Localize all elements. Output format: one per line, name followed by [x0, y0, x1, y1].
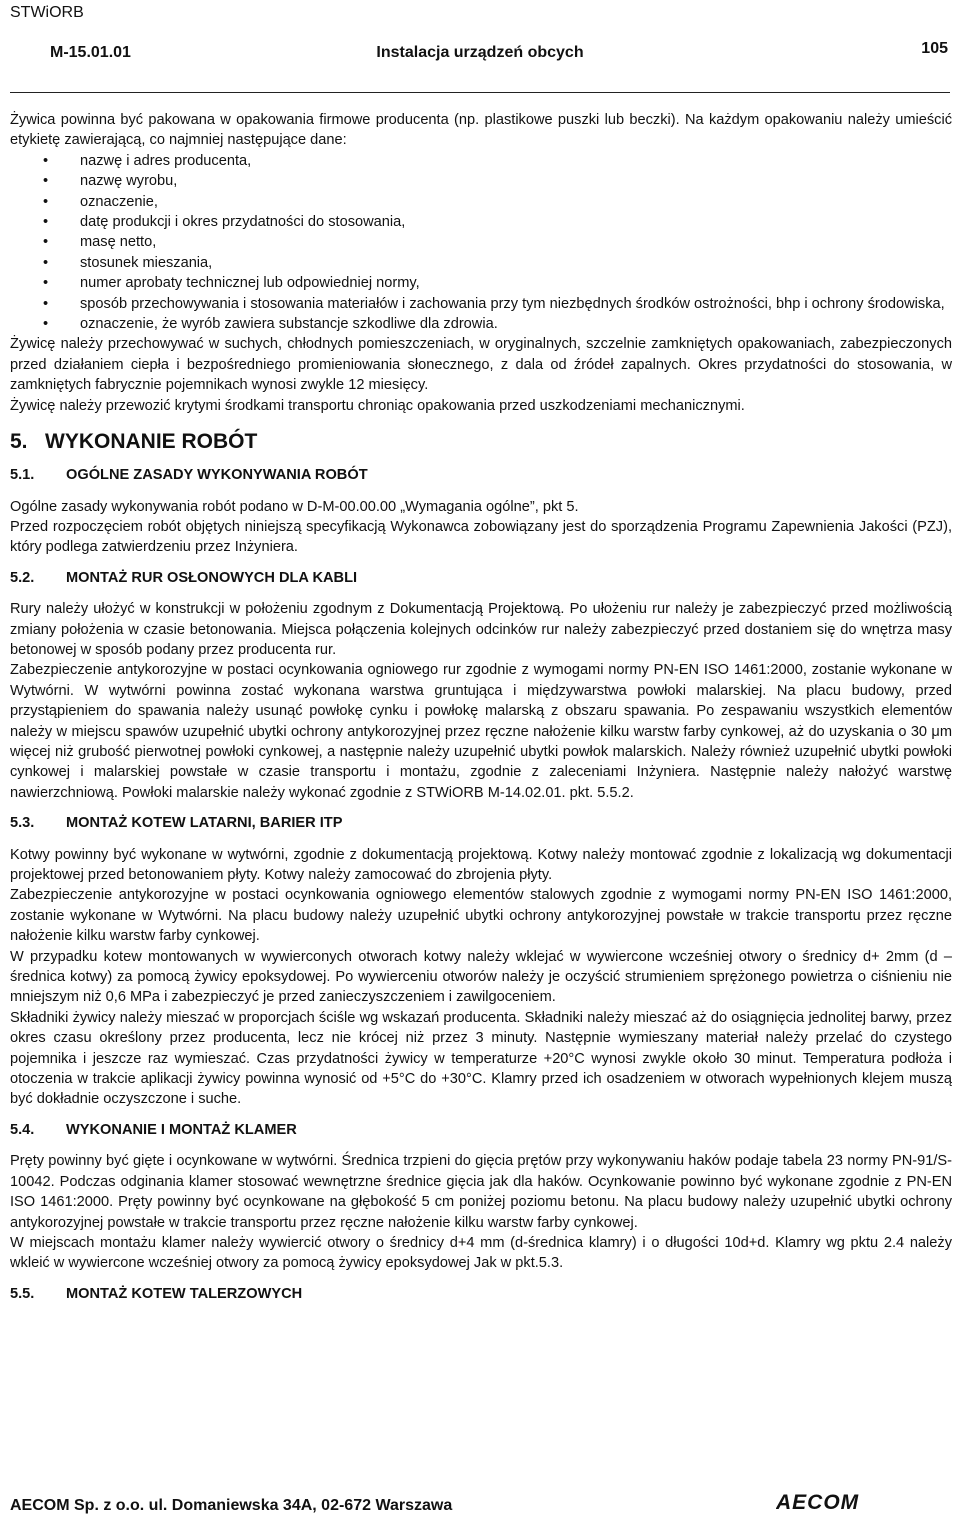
paragraph: W miejscach montażu klamer należy wywiercić otwory o średnicy d+4 mm (d-średnica klamry) i o długości 10d+d. Klamry wg pktu 2.4 należy wkleić w wywiercone wcześniej otwory za pomocą żywicy epoksydowej Jak w pkt.5.3.	[10, 1234, 952, 1272]
paragraph: Rury należy ułożyć w konstrukcji w położeniu zgodnym z Dokumentacją Projektową. Po ułożeniu rur należy je zabezpieczyć przed możliwością zmiany położenia w czasie betonowania. Miejsca połączenia kolejnych odcinków rur należy zabezpieczyć przed dostaniem się do wnętrza masy betonowej w sposób podany przez producenta rur.	[10, 601, 952, 658]
subsection-heading	[10, 813, 952, 833]
paragraph: Zabezpieczenie antykorozyjne w postaci ocynkowania ogniowego rur zgodnie z wymogami normy PN-EN ISO 1461:2000, zostanie wykonane w Wytwórni. W wytwórni powinna zostać wykonana warstwa gruntująca i międzywarstwa powłoki malarskiej. Na placu budowy, przed przystąpieniem do spawania należy usunąć powłokę cynku i powłokę malarską z obszaru spawania. Po zespawaniu wszystkich elementów należy w miejscu spawów uzupełnić ubytki ochrony antykorozyjnej przez ręczne nałożenie kilku warstw farby cynkowej, aż do uzyskania o 30 μm więcej niż grubość pierwotnej powłoki cynkowej, a następnie należy uzupełnić ubytki powłok malarskich. Należy również uzupełnić ubytki powłoki cynkowej i malarskiej powstałe w czasie transportu i montażu, zgodnie z zaleceniami Inżyniera. Następnie należy nałożyć warstwę nawierzchniową. Powłoki malarskie należy wykonać zgodnie z STWiORB M-14.02.01. pkt. 5.5.2.	[10, 662, 952, 801]
paragraph: W przypadku kotew montowanych w wywierconych otworach kotwy należy wklejać w wywiercone wcześniej otwory o średnicy d+ 2mm (d – średnica kotwy) za pomocą żywicy epoksydowej. Po wywierceniu otworów należy je oczyścić strumieniem sprężonego powietrza o ciśnieniu nie mniejszym niż 0,6 MPa i zabezpieczyć je przed zanieczyszczeniem i zawilgoceniem.	[10, 948, 952, 1006]
subsection-number: 5.1.	[10, 467, 35, 484]
paragraph: Przed rozpoczęciem robót objętych niniejszą specyfikacją Wykonawca zobowiązany jest do sporządzenia Programu Zapewnienia Jakości (PZJ), który podlega zatwierdzeniu przez Inżyniera.	[10, 518, 952, 556]
section-heading: 5. WYKONANIE ROBÓT	[10, 430, 258, 454]
subsection-number: 5.3.	[10, 815, 35, 832]
subsection-number: 5.2.	[10, 569, 35, 586]
subsection-heading	[10, 1120, 952, 1140]
page-number: 105	[921, 40, 948, 57]
subsection-title: MONTAŻ KOTEW LATARNI, BARIER ITP	[66, 815, 343, 832]
label-data-list	[10, 151, 952, 335]
subsection-heading	[10, 1284, 952, 1304]
list-item: • stosunek mieszania,	[10, 253, 952, 273]
paragraph: Żywicę należy przewozić krytymi środkami transportu chroniąc opakowania przed uszkodzeniami mechanicznymi.	[10, 397, 745, 414]
subsection-title: OGÓLNE ZASADY WYKONYWANIA ROBÓT	[66, 467, 368, 484]
subsection-title: MONTAŻ KOTEW TALERZOWYCH	[66, 1285, 303, 1302]
subsection-number: 5.4.	[10, 1121, 35, 1138]
paragraph: Zabezpieczenie antykorozyjne w postaci ocynkowania ogniowego elementów stalowych zgodnie z wymogami normy PN-EN ISO 1461:2000, zostanie wykonane w Wytwórni. Na placu budowy należy uzupełnić ubytki ochrony antykorozyjnej powstałe w trakcie transportu przez ręczne nałożenie kilku warstw farby cynkowej.	[10, 887, 952, 945]
subsection-title: WYKONANIE I MONTAŻ KLAMER	[66, 1121, 297, 1138]
subsection-heading	[10, 568, 952, 588]
paragraph: Żywicę należy przechowywać w suchych, chłodnych pomieszczeniach, w oryginalnych, szczelnie zamkniętych opakowaniach, zabezpieczonych przed działaniem ciepła i bezpośredniego promieniowania słonecznego, z dala od źródeł zapalnych. Okres przydatności do stosowania, w zamkniętych fabrycznie pojemnikach wynosi zwykle 12 miesięcy.	[10, 336, 952, 394]
header-divider	[10, 92, 950, 93]
paragraph: Składniki żywicy należy mieszać w proporcjach ściśle wg wskazań producenta. Składniki należy mieszać aż do osiągnięcia jednolitej barwy, przez okres czasu określony przez producenta, lecz nie krócej niż przez 3 minuty. Następnie wymieszany materiał należy przelać do czystego pojemnika i jeszcze raz wymieszać. Czas przydatności żywicy w temperaturze +20°C wynosi zwykle około 30 minut. Temperatura podłoża i otoczenia w trakcie aplikacji żywicy powinna wynosić od +5°C do +30°C. Klamry przed ich osadzeniem w otworach wypełnionych klejem muszą być dokładnie oczyszczone i suche.	[10, 1009, 952, 1108]
document-body	[10, 110, 952, 1315]
spec-code: M-15.01.01	[50, 44, 131, 61]
logo-text: AECOM	[776, 1492, 860, 1512]
list-item: • oznaczenie, że wyrób zawiera substancje szkodliwe dla zdrowia.	[10, 314, 952, 334]
footer-company: AECOM Sp. z o.o. ul. Domaniewska 34A, 02-672 Warszawa	[10, 1497, 453, 1514]
list-item: • oznaczenie,	[10, 192, 952, 212]
subsection-title: MONTAŻ RUR OSŁONOWYCH DLA KABLI	[66, 569, 358, 586]
subsection-heading	[10, 465, 952, 485]
list-item: • numer aprobaty technicznej lub odpowiedniej normy,	[10, 273, 952, 293]
paragraph: Ogólne zasady wykonywania robót podano w D-M-00.00.00 „Wymagania ogólne”, pkt 5.	[10, 498, 579, 515]
list-item: • datę produkcji i okres przydatności do stosowania,	[10, 212, 952, 232]
standard-label: STWiORB	[10, 4, 84, 21]
spec-title: Instalacja urządzeń obcych	[376, 44, 584, 61]
paragraph: Kotwy powinny być wykonane w wytwórni, zgodnie z dokumentacją projektową. Kotwy należy montować zgodnie z lokalizacją wg dokumentacji projektowej przed betonowaniem płyty. Kotwy należy zamocować do zbrojenia płyty.	[10, 846, 952, 883]
list-item: • masę netto,	[10, 232, 952, 252]
subsection-number: 5.5.	[10, 1285, 35, 1302]
page-header	[10, 40, 950, 64]
list-item: • nazwę i adres producenta,	[10, 151, 952, 171]
aecom-logo	[776, 1492, 886, 1517]
paragraph: Żywica powinna być pakowana w opakowania firmowe producenta (np. plastikowe puszki lub beczki). Na każdym opakowaniu należy umieścić etykietę zawierającą, co najmniej następujące dane:	[10, 112, 952, 149]
list-item: • sposób przechowywania i stosowania materiałów i zachowania przy tym niezbędnych środków ostrożności, bhp i ochrony środowiska,	[10, 294, 952, 314]
aecom-logo-icon	[776, 1492, 886, 1512]
list-item: • nazwę wyrobu,	[10, 171, 952, 191]
paragraph: Pręty powinny być gięte i ocynkowane w wytwórni. Średnica trzpieni do gięcia prętów przy wykonywaniu haków podaje tabela 23 normy PN-91/S-10042. Podczas odginania klamer stosować wewnętrzne średnice gięcia jak dla haków. Ocynkowanie powinno być wykonane zgodnie z PN-EN ISO 1461:2000. Pręty powinny być ocynkowane na głębokość 5 cm poniżej poziomu betonu. Na placu budowy należy uzupełnić ubytki ochrony antykorozyjnej powstałe w trakcie transportu przez ręczne nałożenie kilku warstw farby cynkowej.	[10, 1153, 952, 1231]
